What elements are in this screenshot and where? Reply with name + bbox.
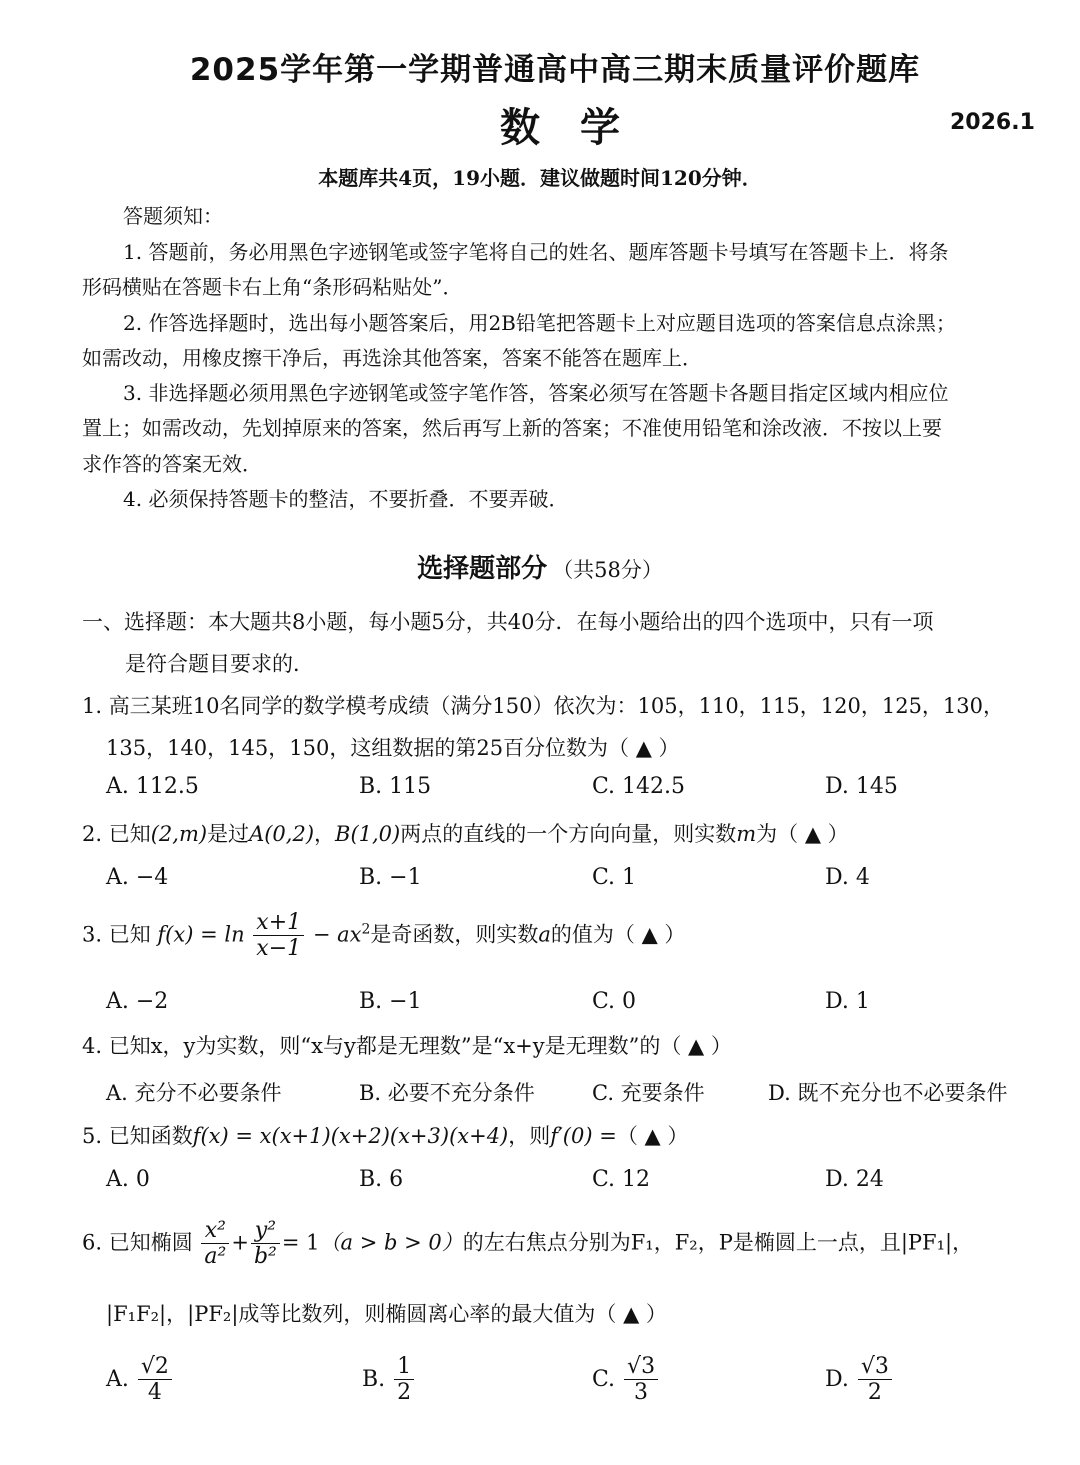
q4-option-a[interactable]: A. 充分不必要条件 xyxy=(106,1081,282,1105)
q2-point-b: B(1,0) xyxy=(335,822,401,846)
q2-option-d[interactable]: D. 4 xyxy=(825,865,870,890)
q6-fraction-y xyxy=(251,1218,280,1270)
q6-equals: = 1 xyxy=(281,1230,320,1255)
q6-option-b-label: B. xyxy=(362,1366,386,1392)
q4-stem: 4. 已知x，y为实数，则“x与y都是无理数”是“x+y是无理数”的（ ▲ ） xyxy=(82,1034,732,1058)
exam-title: 2025学年第一学期普通高中高三期末质量评价题库 xyxy=(189,52,921,88)
q2-point-a: A(0,2) xyxy=(249,822,315,846)
exam-summary: 本题库共4页，19小题．建议做题时间120分钟． xyxy=(318,166,762,190)
q6-denominator-a: a² xyxy=(204,1244,227,1270)
instruction-4-line-1: 4. 必须保持答题卡的整洁，不要折叠．不要弄破． xyxy=(123,487,569,511)
q6-text-2: 的左右焦点分别为F₁，F₂，P是椭圆上一点，且|PF₁|， xyxy=(462,1230,974,1255)
instruction-1-line-2: 形码横贴在答题卡右上角“条形码粘贴处”． xyxy=(82,275,463,299)
q1-option-b[interactable]: B. 115 xyxy=(359,774,432,799)
part-one-line-1: 一、选择题：本大题共8小题，每小题5分，共40分．在每小题给出的四个选项中，只有一项 xyxy=(82,610,934,634)
q1-option-c[interactable]: C. 142.5 xyxy=(592,774,686,799)
part-one-line-2: 是符合题目要求的． xyxy=(125,652,314,676)
q3-fraction xyxy=(253,910,304,962)
q5-text-2: ，则 xyxy=(508,1124,551,1148)
q1-stem-line-2: 135，140，145，150，这组数据的第25百分位数为（ ▲ ） xyxy=(106,736,680,760)
q6-option-a-denominator: 4 xyxy=(147,1380,162,1406)
q3-tail: − ax xyxy=(312,922,362,947)
q2-option-c[interactable]: C. 1 xyxy=(592,865,637,890)
q6-fraction-x xyxy=(201,1218,229,1270)
instruction-1-line-1: 1. 答题前，务必用黑色字迹钢笔或签字笔将自己的姓名、题库答题卡号填写在答题卡上．将条 xyxy=(123,240,949,264)
q6-option-b-denominator: 2 xyxy=(397,1380,412,1406)
q1-stem-line-1: 1. 高三某班10名同学的数学模考成绩（满分150）依次为：105，110，115，120，125，130， xyxy=(82,694,1005,718)
q5-function: f(x) = x(x+1)(x+2)(x+3)(x+4) xyxy=(192,1124,509,1148)
q6-condition: （a > b > 0） xyxy=(319,1230,463,1255)
instructions-heading: 答题须知： xyxy=(123,204,223,228)
q2-variable: m xyxy=(736,822,757,846)
q6-stem-line-1 xyxy=(82,1218,973,1270)
q2-vector: (2,m) xyxy=(150,822,208,846)
q6-option-d[interactable] xyxy=(825,1354,894,1406)
q5-text-3: （ ▲ ） xyxy=(616,1124,689,1148)
section-title: 选择题部分 xyxy=(417,554,548,584)
q3-variable: a xyxy=(538,922,551,947)
q3-exponent: 2 xyxy=(361,921,371,938)
q3-option-c[interactable]: C. 0 xyxy=(592,989,637,1014)
q3-numerator: x+1 xyxy=(253,910,304,936)
q3-option-b[interactable]: B. −1 xyxy=(359,989,422,1014)
q2-text-1: 2. 已知 xyxy=(82,822,151,846)
q3-option-d[interactable]: D. 1 xyxy=(825,989,870,1014)
q5-text-1: 5. 已知函数 xyxy=(82,1124,193,1148)
q3-text-3: 的值为（ ▲ ） xyxy=(550,922,686,947)
q3-text-1: 3. 已知 xyxy=(82,922,151,947)
instruction-3-line-3: 求作答的答案无效． xyxy=(82,452,262,476)
q3-stem xyxy=(82,910,685,962)
q5-stem xyxy=(82,1120,688,1150)
q6-option-b-fraction xyxy=(394,1354,414,1406)
q6-option-d-label: D. xyxy=(825,1366,849,1392)
q3-text-2: 是奇函数，则实数 xyxy=(370,922,539,947)
q6-option-c-label: C. xyxy=(592,1366,616,1392)
q6-text-1: 6. 已知椭圆 xyxy=(82,1230,193,1255)
q6-option-a-numerator: √2 xyxy=(138,1354,172,1380)
q6-option-c-numerator: √3 xyxy=(624,1354,658,1380)
q5-option-b[interactable]: B. 6 xyxy=(359,1167,404,1192)
q2-text-5: 为（ ▲ ） xyxy=(756,822,849,846)
q6-plus: + xyxy=(231,1230,249,1255)
q6-option-d-numerator: √3 xyxy=(858,1354,892,1380)
exam-date: 2026.1 xyxy=(950,110,1035,135)
q2-text-4: 两点的直线的一个方向向量，则实数 xyxy=(400,822,737,846)
q6-option-a-fraction xyxy=(138,1354,172,1406)
q1-option-a[interactable]: A. 112.5 xyxy=(106,774,199,799)
q5-derivative: f′(0) = xyxy=(550,1124,617,1148)
q2-stem xyxy=(82,818,849,848)
q6-option-c-denominator: 3 xyxy=(634,1380,649,1406)
q6-numerator-y: y² xyxy=(251,1218,280,1244)
q2-text-3: ， xyxy=(314,822,336,846)
instruction-3-line-1: 3. 非选择题必须用黑色字迹钢笔或签字笔作答，答案必须写在答题卡各题目指定区域内相应位 xyxy=(123,381,949,405)
q3-option-a[interactable]: A. −2 xyxy=(106,989,169,1014)
q3-denominator: x−1 xyxy=(256,936,302,962)
q2-option-a[interactable]: A. −4 xyxy=(106,865,169,890)
q4-option-c[interactable]: C. 充要条件 xyxy=(592,1081,705,1105)
q1-option-d[interactable]: D. 145 xyxy=(825,774,898,799)
q6-denominator-b: b² xyxy=(253,1244,277,1270)
q6-option-a[interactable] xyxy=(106,1354,174,1406)
q6-option-b-numerator: 1 xyxy=(394,1354,414,1380)
q5-option-d[interactable]: D. 24 xyxy=(825,1167,884,1192)
section-score: （共58分） xyxy=(552,558,663,582)
q5-option-a[interactable]: A. 0 xyxy=(106,1167,150,1192)
q6-numerator-x: x² xyxy=(201,1218,229,1244)
q5-option-c[interactable]: C. 12 xyxy=(592,1167,651,1192)
q6-option-d-denominator: 2 xyxy=(867,1380,882,1406)
q6-stem-line-2: |F₁F₂|，|PF₂|成等比数列，则椭圆离心率的最大值为（ ▲ ） xyxy=(106,1302,667,1326)
q6-option-d-fraction xyxy=(858,1354,892,1406)
q3-function: f(x) = ln xyxy=(157,922,245,947)
q6-option-c-fraction xyxy=(624,1354,658,1406)
q6-option-c[interactable] xyxy=(592,1354,660,1406)
q2-option-b[interactable]: B. −1 xyxy=(359,865,422,890)
q4-option-b[interactable]: B. 必要不充分条件 xyxy=(359,1081,535,1105)
q6-option-b[interactable] xyxy=(362,1354,416,1406)
section-heading xyxy=(0,548,1080,585)
q2-text-2: 是过 xyxy=(207,822,250,846)
instruction-3-line-2: 置上；如需改动，先划掉原来的答案，然后再写上新的答案；不准使用铅笔和涂改液．不按以上要 xyxy=(82,416,942,440)
q6-option-a-label: A. xyxy=(106,1366,129,1392)
instruction-2-line-1: 2. 作答选择题时，选出每小题答案后，用2B铅笔把答题卡上对应题目选项的答案信息点涂黑； xyxy=(123,311,956,335)
q4-option-d[interactable]: D. 既不充分也不必要条件 xyxy=(768,1081,1008,1105)
instruction-2-line-2: 如需改动，用橡皮擦干净后，再选涂其他答案，答案不能答在题库上． xyxy=(82,346,702,370)
subject-title: 数 学 xyxy=(500,105,620,151)
